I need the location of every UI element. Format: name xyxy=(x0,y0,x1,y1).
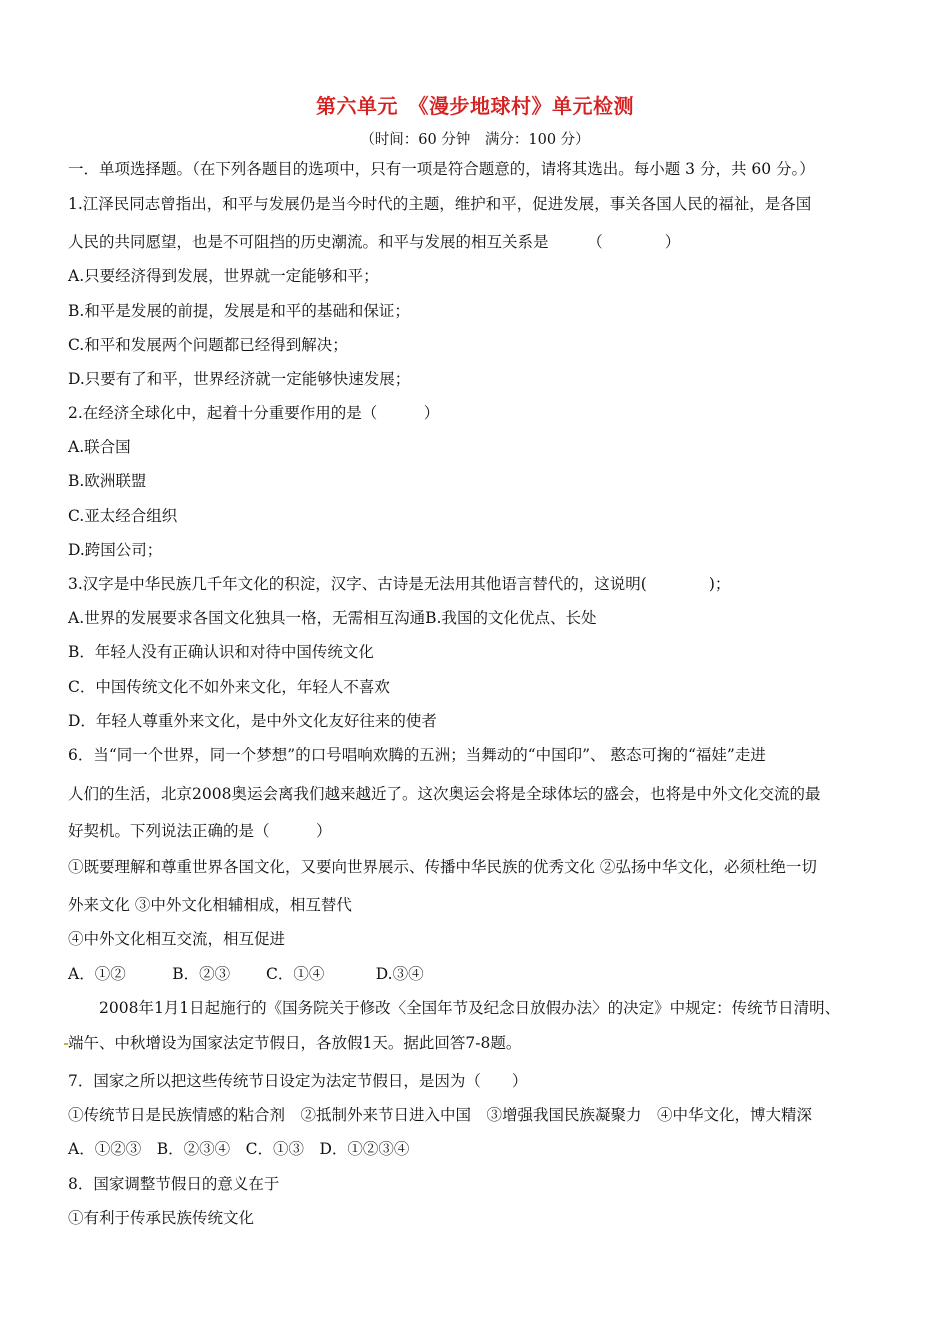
question-7: 7．国家之所以把这些传统节日设定为法定节假日，是因为（ ） xyxy=(68,1072,528,1090)
scan-mark xyxy=(64,1040,68,1045)
q3-option-a: A.世界的发展要求各国文化独具一格，无需相互沟通B.我国的文化优点、长处 xyxy=(68,609,597,627)
question-8: 8．国家调整节假日的意义在于 xyxy=(68,1175,280,1193)
q1-option-b: B.和平是发展的前提，发展是和平的基础和保证； xyxy=(68,302,410,320)
q6-statement-cont: 外来文化 ③中外文化相辅相成，相互替代 xyxy=(68,896,352,914)
q2-option-a: A.联合国 xyxy=(68,438,131,456)
q2-option-b: B.欧洲联盟 xyxy=(68,472,147,490)
q3-option-d: D．年轻人尊重外来文化，是中外文化友好往来的使者 xyxy=(68,712,437,730)
q1-option-c: C.和平和发展两个问题都已经得到解决； xyxy=(68,336,348,354)
question-1-line-1: 1.江泽民同志曾指出，和平与发展仍是当今时代的主题，维护和平，促进发展，事关各国人民的福祉，是各国 xyxy=(68,195,812,213)
q7-options: A．①②③ B．②③④ C．①③ D．①②③④ xyxy=(68,1140,410,1158)
question-1-line-2: 人民的共同愿望，也是不可阻挡的历史潮流。和平与发展的相互关系是 （ ） xyxy=(68,233,681,251)
q8-statement-1: ①有利于传承民族传统文化 xyxy=(68,1209,255,1227)
q7-statements: ①传统节日是民族情感的粘合剂 ②抵制外来节日进入中国 ③增强我国民族凝聚力 ④中华文化，博大精深 xyxy=(68,1106,813,1124)
q6-statement-4: ④中外文化相互交流，相互促进 xyxy=(68,930,286,948)
q3-option-c: C．中国传统文化不如外来文化，年轻人不喜欢 xyxy=(68,678,390,696)
q2-option-c: C.亚太经合组织 xyxy=(68,507,178,525)
passage-line-2: 端午、中秋增设为国家法定节假日，各放假1天。据此回答7-8题。 xyxy=(68,1034,522,1052)
q3-option-b: B．年轻人没有正确认识和对待中国传统文化 xyxy=(68,643,374,661)
question-6-line-2: 人们的生活，北京2008奥运会离我们越来越近了。这次奥运会将是全球体坛的盛会，也将是中外文化交流的最 xyxy=(68,785,821,803)
q2-option-d: D.跨国公司； xyxy=(68,541,163,559)
q1-option-d: D.只要有了和平，世界经济就一定能够快速发展； xyxy=(68,370,411,388)
q6-options: A．①② B．②③ C．①④ D.③④ xyxy=(68,965,424,983)
exam-info: （时间：60 分钟 满分：100 分） xyxy=(360,132,590,148)
q1-option-a: A.只要经济得到发展，世界就一定能够和平； xyxy=(68,267,379,285)
question-3: 3.汉字是中华民族几千年文化的积淀，汉字、古诗是无法用其他语言替代的，这说明( )； xyxy=(68,575,731,593)
passage-line-1: 2008年1月1日起施行的《国务院关于修改〈全国年节及纪念日放假办法〉的决定》中规定：传统节日清明、 xyxy=(68,999,841,1017)
page-title: 第六单元 《漫步地球村》单元检测 xyxy=(316,94,634,118)
question-6-line-3: 好契机。下列说法正确的是（ ） xyxy=(68,822,332,840)
q6-statement-1-2: ①既要理解和尊重世界各国文化，又要向世界展示、传播中华民族的优秀文化 ②弘扬中华文化，必须杜绝一切 xyxy=(68,858,817,876)
section-heading: 一．单项选择题。（在下列各题目的选项中，只有一项是符合题意的，请将其选出。每小题 3 分，共 60 分。） xyxy=(68,160,815,178)
question-6-line-1: 6．当“同一个世界，同一个梦想”的口号唱响欢腾的五洲；当舞动的“中国印”、 憨态可掬的“福娃”走进 xyxy=(68,746,766,764)
question-2: 2.在经济全球化中，起着十分重要作用的是（ ） xyxy=(68,404,440,422)
